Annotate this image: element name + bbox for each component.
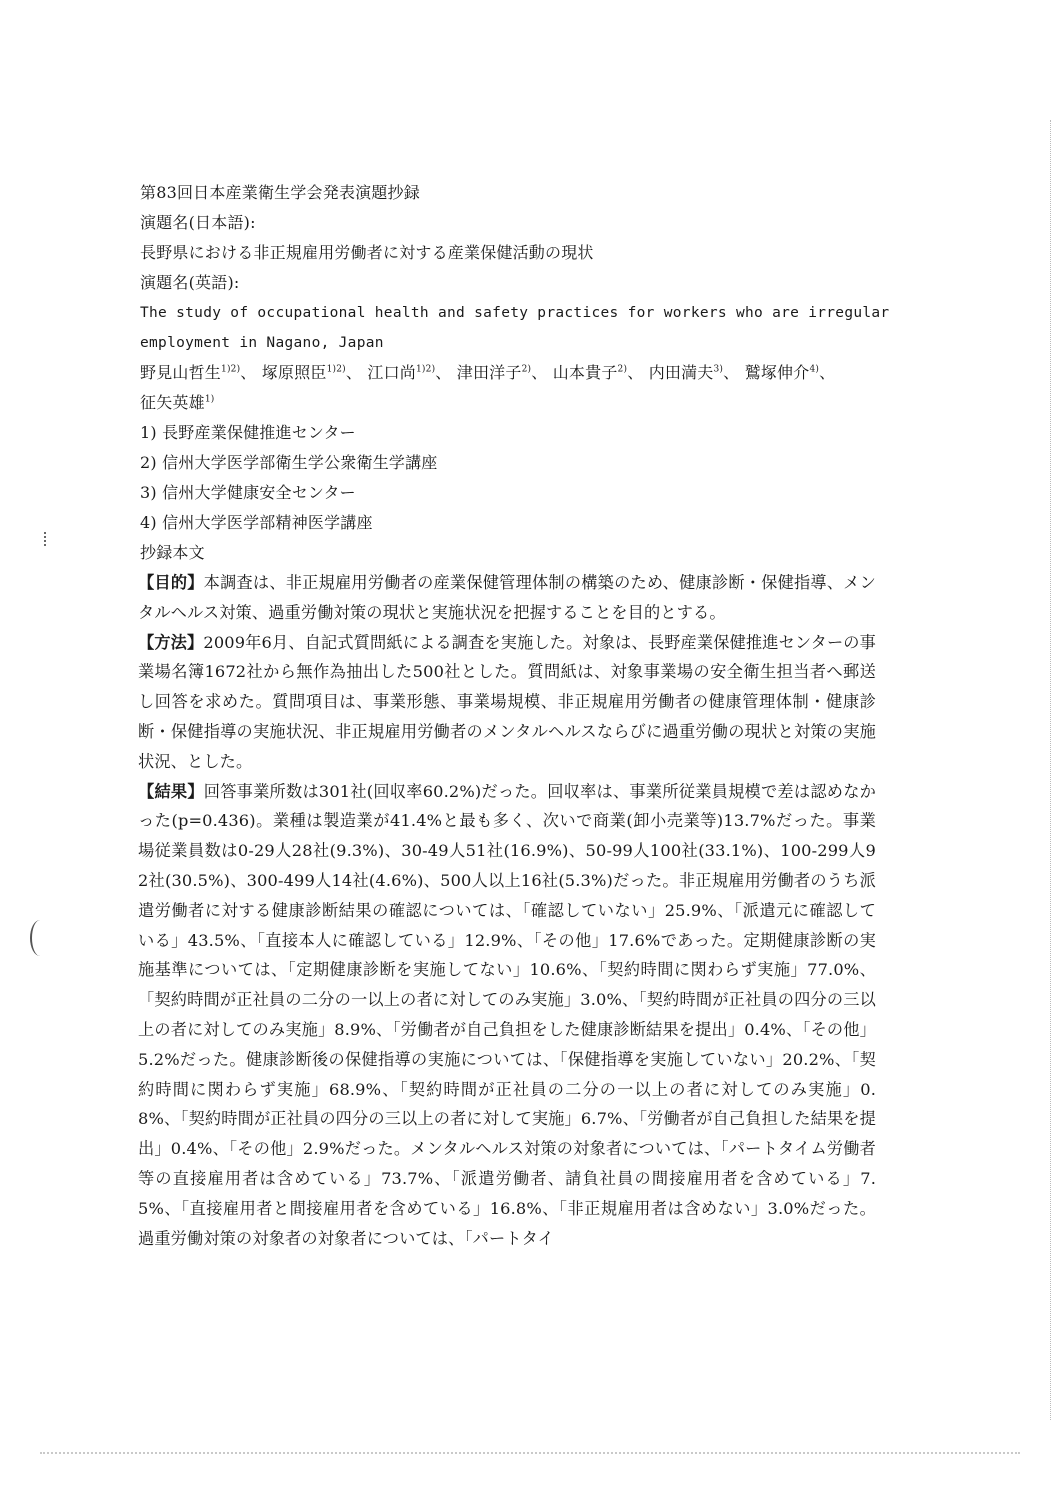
section-purpose: [138, 568, 876, 628]
purpose-text: 本調査は、非正規雇用労働者の産業保健管理体制の構築のため、健康診断・保健指導、メンタルヘルス対策、過重労働対策の現状と実施状況を把握することを目的とする。: [138, 573, 876, 622]
scan-bottom-noise: [40, 1452, 1020, 1456]
section-methods: [138, 628, 876, 777]
conference-header: 第83回日本産業衛生学会発表演題抄録: [140, 183, 420, 202]
section-results: [138, 777, 876, 1254]
author-3: 江口尚: [367, 363, 416, 382]
affiliation-3: 3) 信州大学健康安全センター: [140, 483, 356, 502]
author-2-affil: 1)2): [326, 364, 346, 375]
author-3-affil: 1)2): [416, 364, 436, 375]
scan-speck: [44, 532, 52, 546]
author-7: 鷲塚伸介: [744, 363, 810, 382]
author-4-affil: 2): [521, 364, 532, 375]
author-1: 野見山哲生: [140, 363, 222, 382]
author-4: 津田洋子: [456, 363, 522, 382]
author-8-affil: 1): [204, 394, 215, 405]
abstract-content: [138, 178, 890, 1253]
author-6-affil: 3): [713, 364, 724, 375]
abstract-heading: 抄録本文: [140, 543, 205, 562]
affiliation-4: 4) 信州大学医学部精神医学講座: [140, 513, 373, 532]
scan-edge-shadow: [1050, 120, 1053, 1420]
title-en-line-1: The study of occupational health and safety practices for workers who are irregular: [140, 305, 890, 321]
authors-line-2: [140, 388, 880, 418]
author-7-affil: 4): [809, 364, 820, 375]
purpose-label: 【目的】: [138, 573, 204, 592]
title-ja: 長野県における非正規雇用労働者に対する産業保健活動の現状: [140, 243, 594, 262]
title-en-line-2: employment in Nagano, Japan: [140, 335, 384, 351]
methods-text: 2009年6月、自記式質問紙による調査を実施した。対象は、長野産業保健推進センターの事業場名簿1672社から無作為抽出した500社とした。質問紙は、対象事業場の安全衛生担当者へ郵送し回答を求めた。質問項目は、事業形態、事業場規模、非正規雇用労働者の健康管理体制・健康診断・保健指導の実施状況、非正規雇用労働者のメンタルヘルスならびに過重労働の現状と対策の実施状況、とした。: [138, 632, 876, 771]
results-label: 【結果】: [138, 781, 204, 801]
author-6: 内田満夫: [648, 363, 714, 382]
title-en-label: 演題名(英語):: [140, 273, 240, 292]
author-2: 塚原照臣: [261, 363, 327, 382]
scan-binding-mark: [30, 920, 50, 956]
author-5: 山本貴子: [552, 363, 618, 382]
affiliation-1: 1) 長野産業保健推進センター: [140, 423, 356, 442]
title-ja-label: 演題名(日本語):: [140, 213, 256, 232]
author-8: 征矢英雄: [140, 393, 205, 412]
methods-label: 【方法】: [138, 632, 204, 652]
authors-line-1: 野見山哲生$^{1)2)}$、 塚原照臣$^{1)2)}$、 江口尚$^{1)2)}$、 津田洋子$^{2)}$、 山本貴子$^{2)}$、 内田満夫$^{3)}$、 鷲塚伸介$^{4)}$、: [140, 363, 836, 382]
author-1-affil: 1)2): [221, 364, 241, 375]
author-5-affil: 2): [617, 364, 628, 375]
results-text: 回答事業所数は301社(回収率60.2%)だった。回収率は、事業所従業員規模で差は認めなかった(p=0.436)。業種は製造業が41.4%と最も多く、次いで商業(卸小売業等)13.7%だった。事業場従業員数は0-29人28社(9.3%)、30-49人51社(16.9%)、50-99人100社(33.1%)、100-299人92社(30.5%)、300-499人14社(4.6%)、500人以上16社(5.3%)だった。非正規雇用労働者のうち派遣労働者に対する健康診断結果の確認については、「確認していない」25.9%、「派遣元に確認している」43.5%、「直接本人に確認している」12.9%、「その他」17.6%であった。定期健康診断の実施基準については、「定期健康診断を実施してない」10.6%、「契約時間に関わらず実施」77.0%、「契約時間が正社員の二分の一以上の者に対してのみ実施」3.0%、「契約時間が正社員の四分の三以上の者に対してのみ実施」8.9%、「労働者が自己負担をした健康診断結果を提出」0.4%、「その他」5.2%だった。健康診断後の保健指導の実施については、「保健指導を実施していない」20.2%、「契約時間に関わらず実施」68.9%、「契約時間が正社員の二分の一以上の者に対してのみ実施」0.8%、「契約時間が正社員の四分の三以上の者に対して実施」6.7%、「労働者が自己負担した結果を提出」0.4%、「その他」2.9%だった。メンタルヘルス対策の対象者については、「パートタイム労働者等の直接雇用者は含めている」73.7%、「派遣労働者、請負社員の間接雇用者を含めている」7.5%、「直接雇用者と間接雇用者を含めている」16.8%、「非正規雇用者は含めない」3.0%だった。過重労働対策の対象者の対象者については、「パートタイ: [138, 781, 876, 1248]
affiliation-2: 2) 信州大学医学部衛生学公衆衛生学講座: [140, 453, 438, 472]
